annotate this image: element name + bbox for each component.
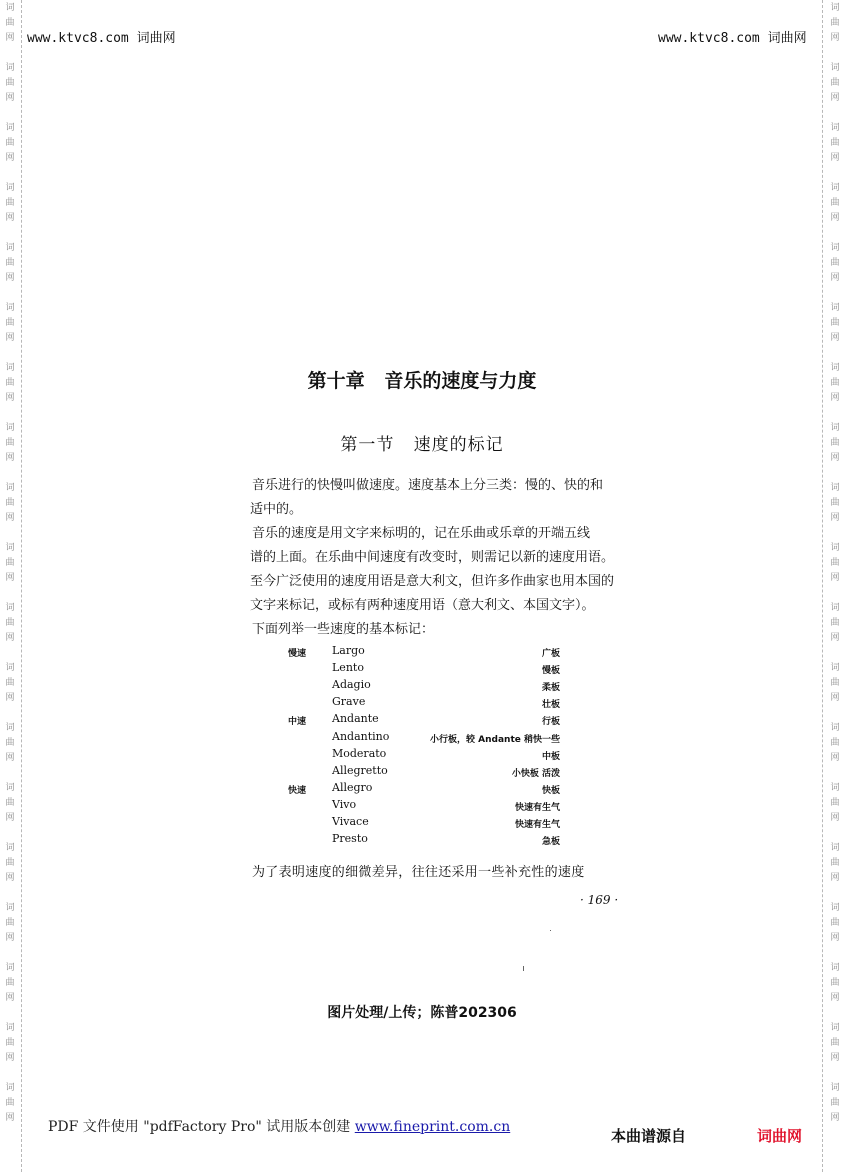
watermark-glyph: 网 bbox=[5, 213, 15, 223]
watermark-glyph: 网 bbox=[5, 753, 15, 763]
right-page-border bbox=[822, 0, 823, 1172]
watermark-glyph: 词 bbox=[5, 663, 15, 673]
watermark-glyph: 曲 bbox=[830, 918, 840, 928]
right-watermark-column bbox=[828, 0, 842, 1172]
watermark-glyph: 词 bbox=[5, 783, 15, 793]
tempo-term: Adagio bbox=[332, 678, 371, 692]
watermark-glyph: 词 bbox=[5, 243, 15, 253]
watermark-glyph: 词 bbox=[830, 243, 840, 253]
watermark-glyph: 网 bbox=[5, 513, 15, 523]
tempo-term: Largo bbox=[332, 644, 365, 657]
watermark-glyph: 词 bbox=[5, 1023, 15, 1033]
watermark-glyph: 曲 bbox=[830, 978, 840, 988]
watermark-glyph: 词 bbox=[830, 903, 840, 913]
watermark-glyph: 曲 bbox=[5, 438, 15, 448]
watermark-glyph: 曲 bbox=[5, 798, 15, 808]
watermark-glyph: 网 bbox=[830, 753, 840, 763]
watermark-glyph: 词 bbox=[830, 363, 840, 373]
watermark-glyph: 词 bbox=[5, 723, 15, 733]
watermark-glyph: 曲 bbox=[5, 858, 15, 868]
watermark-glyph: 网 bbox=[830, 813, 840, 823]
paragraph-line: 至今广泛使用的速度用语是意大利文，但许多作曲家也用本国的 bbox=[250, 574, 615, 589]
watermark-glyph: 网 bbox=[830, 393, 840, 403]
tempo-term: Allegro bbox=[332, 780, 373, 794]
tempo-meaning: 广板 bbox=[541, 649, 560, 659]
scan-speck bbox=[523, 966, 524, 971]
tempo-meaning: 急板 bbox=[541, 837, 560, 848]
watermark-glyph: 网 bbox=[5, 153, 15, 163]
watermark-glyph: 曲 bbox=[5, 78, 15, 88]
tempo-row bbox=[0, 764, 844, 781]
tempo-term: Allegretto bbox=[332, 763, 388, 777]
watermark-glyph: 词 bbox=[5, 123, 15, 133]
watermark-glyph: 曲 bbox=[830, 1098, 840, 1108]
watermark-glyph: 曲 bbox=[830, 1038, 840, 1048]
tempo-term: Grave bbox=[332, 695, 366, 709]
watermark-glyph: 曲 bbox=[830, 798, 840, 808]
watermark-glyph: 词 bbox=[830, 183, 840, 193]
watermark-glyph: 网 bbox=[5, 813, 15, 823]
watermark-glyph: 网 bbox=[830, 273, 840, 283]
watermark-glyph: 网 bbox=[830, 873, 840, 883]
tempo-group-label: 慢速 bbox=[288, 649, 307, 659]
watermark-glyph: 网 bbox=[830, 453, 840, 463]
watermark-glyph: 曲 bbox=[5, 258, 15, 268]
header-left-url[interactable]: www.ktvc8.com 词曲网 bbox=[27, 31, 176, 46]
watermark-glyph: 词 bbox=[830, 783, 840, 793]
watermark-glyph: 曲 bbox=[830, 558, 840, 568]
watermark-glyph: 词 bbox=[830, 1023, 840, 1033]
tempo-group-label: 快速 bbox=[288, 785, 307, 796]
chapter-title: 第十章 音乐的速度与力度 bbox=[307, 370, 537, 392]
watermark-glyph: 词 bbox=[5, 483, 15, 493]
tempo-meaning: 小快板 活泼 bbox=[511, 768, 560, 779]
tempo-meaning: 壮板 bbox=[541, 700, 560, 711]
tempo-row bbox=[0, 747, 844, 764]
paragraph-line: 音乐进行的快慢叫做速度。速度基本上分三类：慢的、快的和 bbox=[252, 478, 604, 493]
watermark-glyph: 网 bbox=[5, 933, 15, 943]
tempo-meaning: 快板 bbox=[541, 785, 560, 796]
watermark-glyph: 词 bbox=[830, 603, 840, 613]
watermark-glyph: 曲 bbox=[830, 138, 840, 148]
watermark-glyph: 曲 bbox=[5, 498, 15, 508]
watermark-glyph: 词 bbox=[5, 843, 15, 853]
watermark-glyph: 词 bbox=[5, 3, 15, 13]
left-page-border bbox=[21, 0, 22, 1172]
watermark-glyph: 网 bbox=[5, 873, 15, 883]
watermark-glyph: 网 bbox=[830, 333, 840, 343]
watermark-glyph: 网 bbox=[5, 273, 15, 283]
tempo-row bbox=[0, 678, 844, 695]
watermark-glyph: 词 bbox=[830, 303, 840, 313]
watermark-glyph: 网 bbox=[830, 633, 840, 643]
watermark-glyph: 曲 bbox=[5, 618, 15, 628]
watermark-glyph: 曲 bbox=[5, 978, 15, 988]
watermark-glyph: 曲 bbox=[5, 1038, 15, 1048]
watermark-glyph: 词 bbox=[830, 843, 840, 853]
watermark-glyph: 词 bbox=[5, 963, 15, 973]
tempo-meaning: 行板 bbox=[541, 717, 560, 728]
watermark-glyph: 词 bbox=[830, 543, 840, 553]
pdf-creator-text: PDF 文件使用 "pdfFactory Pro" 试用版本创建 bbox=[48, 1119, 355, 1135]
watermark-glyph: 网 bbox=[830, 1113, 840, 1123]
watermark-glyph: 曲 bbox=[830, 18, 840, 28]
tempo-term: Lento bbox=[332, 661, 364, 675]
tempo-row bbox=[0, 661, 844, 678]
watermark-glyph: 网 bbox=[830, 573, 840, 583]
tempo-row bbox=[0, 798, 844, 815]
watermark-glyph: 曲 bbox=[5, 18, 15, 28]
paragraph-line: 适中的。 bbox=[250, 502, 303, 517]
watermark-glyph: 曲 bbox=[5, 138, 15, 148]
watermark-glyph: 曲 bbox=[5, 378, 15, 388]
watermark-glyph: 网 bbox=[830, 213, 840, 223]
tempo-meaning: 快速有生气 bbox=[514, 820, 560, 830]
page-number: · 169 · bbox=[580, 893, 619, 907]
watermark-glyph: 网 bbox=[830, 33, 840, 43]
watermark-glyph: 曲 bbox=[830, 78, 840, 88]
watermark-glyph: 词 bbox=[830, 663, 840, 673]
fineprint-link[interactable]: www.fineprint.com.cn bbox=[354, 1119, 511, 1135]
upload-credit: 图片处理/上传；陈普202306 bbox=[327, 1005, 517, 1021]
watermark-glyph: 曲 bbox=[5, 1098, 15, 1108]
watermark-glyph: 曲 bbox=[5, 318, 15, 328]
watermark-glyph: 网 bbox=[830, 153, 840, 163]
tempo-term: Vivace bbox=[332, 815, 369, 828]
watermark-glyph: 词 bbox=[830, 963, 840, 973]
watermark-glyph: 网 bbox=[5, 453, 15, 463]
watermark-glyph: 曲 bbox=[5, 918, 15, 928]
source-label: 本曲谱源自 bbox=[611, 1127, 687, 1145]
tempo-row bbox=[0, 695, 844, 712]
watermark-glyph: 词 bbox=[830, 423, 840, 433]
section-title: 第一节 速度的标记 bbox=[340, 435, 504, 455]
watermark-glyph: 曲 bbox=[830, 438, 840, 448]
watermark-glyph: 词 bbox=[830, 483, 840, 493]
watermark-glyph: 词 bbox=[5, 363, 15, 373]
watermark-glyph: 网 bbox=[5, 633, 15, 643]
watermark-glyph: 网 bbox=[830, 933, 840, 943]
tempo-term: Andantino bbox=[332, 729, 390, 743]
watermark-glyph: 曲 bbox=[830, 858, 840, 868]
tempo-group-label: 中速 bbox=[288, 717, 307, 728]
paragraph-line: 谱的上面。在乐曲中间速度有改变时，则需记以新的速度用语。 bbox=[250, 550, 615, 565]
watermark-glyph: 词 bbox=[5, 903, 15, 913]
closing-line: 为了表明速度的细微差异，往往还采用一些补充性的速度 bbox=[252, 865, 585, 880]
watermark-glyph: 词 bbox=[830, 123, 840, 133]
watermark-glyph: 网 bbox=[830, 513, 840, 523]
watermark-glyph: 曲 bbox=[830, 498, 840, 508]
watermark-glyph: 网 bbox=[830, 93, 840, 103]
tempo-row bbox=[0, 815, 844, 832]
brand-logo-text[interactable]: 词曲网 bbox=[757, 1127, 803, 1145]
tempo-row bbox=[0, 712, 844, 729]
watermark-glyph: 网 bbox=[5, 93, 15, 103]
tempo-term: Vivo bbox=[332, 797, 357, 811]
left-watermark-column bbox=[3, 0, 17, 1172]
watermark-glyph: 词 bbox=[5, 183, 15, 193]
watermark-glyph: 曲 bbox=[830, 318, 840, 328]
watermark-glyph: 词 bbox=[830, 1083, 840, 1093]
paragraph-line: 下面列举一些速度的基本标记： bbox=[252, 622, 435, 637]
tempo-term: Andante bbox=[332, 712, 379, 726]
watermark-glyph: 词 bbox=[830, 3, 840, 13]
watermark-glyph: 网 bbox=[5, 333, 15, 343]
tempo-row bbox=[0, 781, 844, 798]
watermark-glyph: 曲 bbox=[5, 678, 15, 688]
watermark-glyph: 词 bbox=[5, 543, 15, 553]
watermark-glyph: 词 bbox=[5, 603, 15, 613]
tempo-meaning: 快速有生气 bbox=[514, 802, 560, 813]
watermark-glyph: 网 bbox=[830, 693, 840, 703]
watermark-glyph: 网 bbox=[830, 993, 840, 1003]
tempo-meaning: 慢板 bbox=[541, 666, 560, 677]
paragraph-line: 文字来标记，或标有两种速度用语（意大利文、本国文字）。 bbox=[250, 598, 595, 613]
watermark-glyph: 曲 bbox=[830, 618, 840, 628]
tempo-row bbox=[0, 832, 844, 849]
watermark-glyph: 词 bbox=[5, 303, 15, 313]
watermark-glyph: 曲 bbox=[830, 738, 840, 748]
watermark-glyph: 网 bbox=[5, 1053, 15, 1063]
watermark-glyph: 曲 bbox=[5, 738, 15, 748]
watermark-glyph: 网 bbox=[5, 993, 15, 1003]
watermark-glyph: 网 bbox=[5, 33, 15, 43]
watermark-glyph: 词 bbox=[5, 423, 15, 433]
watermark-glyph: 网 bbox=[5, 393, 15, 403]
scan-speck bbox=[550, 930, 551, 931]
pdf-creator-note bbox=[48, 1116, 510, 1136]
watermark-glyph: 词 bbox=[830, 63, 840, 73]
tempo-term: Presto bbox=[332, 832, 368, 846]
watermark-glyph: 网 bbox=[5, 1113, 15, 1123]
watermark-glyph: 网 bbox=[5, 573, 15, 583]
watermark-glyph: 曲 bbox=[5, 558, 15, 568]
watermark-glyph: 词 bbox=[830, 723, 840, 733]
watermark-glyph: 曲 bbox=[5, 198, 15, 208]
watermark-glyph: 曲 bbox=[830, 198, 840, 208]
tempo-row bbox=[0, 644, 844, 661]
watermark-glyph: 曲 bbox=[830, 258, 840, 268]
watermark-glyph: 词 bbox=[5, 63, 15, 73]
watermark-glyph: 曲 bbox=[830, 678, 840, 688]
tempo-meaning: 小行板，较 Andante 稍快一些 bbox=[430, 734, 560, 745]
watermark-glyph: 曲 bbox=[830, 378, 840, 388]
watermark-glyph: 网 bbox=[5, 693, 15, 703]
tempo-meaning: 柔板 bbox=[541, 683, 560, 694]
watermark-glyph: 网 bbox=[830, 1053, 840, 1063]
tempo-row bbox=[0, 730, 844, 747]
paragraph-line: 音乐的速度是用文字来标明的，记在乐曲或乐章的开端五线 bbox=[252, 526, 591, 541]
watermark-glyph: 词 bbox=[5, 1083, 15, 1093]
tempo-term: Moderato bbox=[332, 746, 387, 760]
header-right-url[interactable]: www.ktvc8.com 词曲网 bbox=[658, 31, 807, 46]
tempo-meaning: 中板 bbox=[541, 751, 560, 762]
